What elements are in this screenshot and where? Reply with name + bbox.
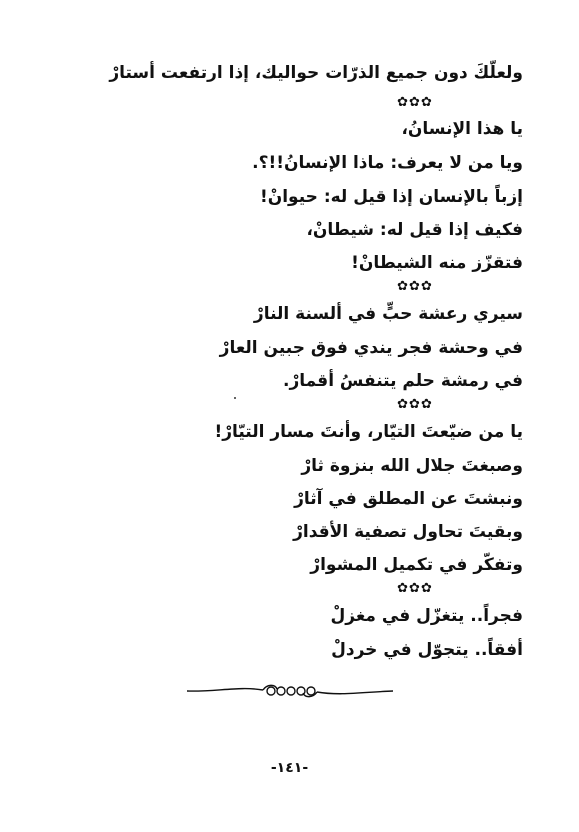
poem-line: ولعلّكَ دون جميع الذرّات حواليك، إذا ارتفعت أستارْ xyxy=(109,63,523,83)
poem-line: يا من ضيّعتَ التيّار، وأنتَ مسار التيّارْ! xyxy=(214,422,523,442)
poem-line: أفقاً.. يتجوّل في خردلْ xyxy=(331,640,523,660)
print-speck xyxy=(234,397,236,399)
poem-line: يا هذا الإنسانُ، xyxy=(401,119,523,139)
poem-line: سيري رعشة حبٍّ في ألسنة النارْ xyxy=(253,304,523,324)
poem-line: ونبشتَ عن المطلق في آثارْ xyxy=(294,489,523,509)
stanza-separator: ✿✿✿ xyxy=(397,279,433,294)
stanza-separator: ✿✿✿ xyxy=(397,95,433,110)
poem-line: وصبغتَ جلال الله بنزوة ثارْ xyxy=(301,456,523,476)
poem-line: في وحشة فجر يندي فوق جبين العارْ xyxy=(219,338,523,358)
poem-line: إزباً بالإنسان إذا قيل له: حيوانْ! xyxy=(259,187,523,207)
poem-line: في رمشة حلم يتنفسُ أقمارْ. xyxy=(283,371,523,391)
stanza-separator: ✿✿✿ xyxy=(397,581,433,596)
poem-line: فتقزّز منه الشيطانْ! xyxy=(351,253,523,273)
stanza-separator: ✿✿✿ xyxy=(397,397,433,412)
poem-line: ويا من لا يعرف: ماذا الإنسانُ!!؟. xyxy=(252,153,523,173)
poem-line: فكيف إذا قيل له: شيطانْ، xyxy=(306,220,523,240)
poem-line: وتفكّر في تكميل المشوارْ xyxy=(310,555,523,575)
poem-line: وبقيتَ تحاول تصفية الأقدارْ xyxy=(293,522,523,542)
ornamental-divider xyxy=(185,680,395,702)
page-number: -١٤١- xyxy=(270,760,309,776)
poem-line: فجراً.. يتغزّل في مغزلْ xyxy=(330,606,523,626)
